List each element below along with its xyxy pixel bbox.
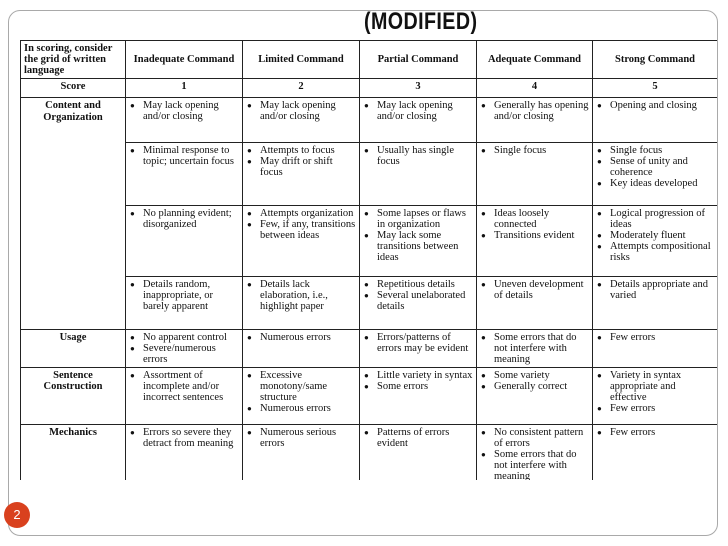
bullet-item: ● Transitions evident bbox=[494, 230, 589, 241]
bullet-list bbox=[246, 427, 356, 449]
score-row bbox=[21, 79, 718, 98]
bullet-list bbox=[363, 370, 473, 392]
bullet-list bbox=[480, 145, 589, 156]
criterion-cell bbox=[360, 425, 477, 481]
score-label: Score bbox=[21, 79, 126, 98]
criterion-cell bbox=[243, 98, 360, 143]
bullet-item: ● Details random, inappropriate, or barely apparent bbox=[143, 279, 239, 312]
bullet-item: ● May lack some transitions between ideas bbox=[377, 230, 473, 263]
bullet-list bbox=[129, 100, 239, 122]
bullet-list bbox=[129, 145, 239, 167]
bullet-item: ● Few errors bbox=[610, 427, 714, 438]
bullet-item: ● Patterns of errors evident bbox=[377, 427, 473, 449]
bullet-list bbox=[480, 332, 589, 365]
criterion-cell bbox=[243, 368, 360, 425]
bullet-item: ● Severe/numerous errors bbox=[143, 343, 239, 365]
criterion-cell bbox=[360, 98, 477, 143]
bullet-list bbox=[480, 208, 589, 241]
criterion-cell bbox=[477, 143, 593, 206]
bullet-item: ● Details lack elaboration, i.e., highlight paper bbox=[260, 279, 356, 312]
criterion-row-mechanics bbox=[21, 425, 718, 481]
criterion-label: Usage bbox=[21, 330, 126, 368]
bullet-list bbox=[596, 279, 714, 301]
criterion-cell bbox=[477, 277, 593, 330]
criterion-cell bbox=[593, 143, 718, 206]
bullet-item: ● May lack opening and/or closing bbox=[377, 100, 473, 122]
criterion-cell bbox=[593, 330, 718, 368]
criterion-cell bbox=[243, 206, 360, 277]
bullet-item: ● Some lapses or flaws in organization bbox=[377, 208, 473, 230]
bullet-item: ● Variety in syntax appropriate and effective bbox=[610, 370, 714, 403]
header-intro: In scoring, consider the grid of written language bbox=[21, 41, 126, 79]
criterion-cell bbox=[126, 143, 243, 206]
bullet-item: ● Single focus bbox=[494, 145, 589, 156]
bullet-item: ● Little variety in syntax bbox=[377, 370, 473, 381]
bullet-item: ● Usually has single focus bbox=[377, 145, 473, 167]
bullet-item: ● Attempts organization bbox=[260, 208, 356, 219]
bullet-list bbox=[246, 370, 356, 414]
bullet-item: ● Some errors that do not interfere with meaning bbox=[494, 449, 589, 480]
criterion-cell bbox=[477, 98, 593, 143]
column-header: Strong Command bbox=[593, 41, 718, 79]
bullet-item: ● Numerous errors bbox=[260, 332, 356, 343]
bullet-list bbox=[129, 208, 239, 230]
criterion-cell bbox=[360, 277, 477, 330]
column-header: Adequate Command bbox=[477, 41, 593, 79]
bullet-list bbox=[596, 332, 714, 343]
bullet-list bbox=[246, 208, 356, 241]
bullet-list bbox=[363, 279, 473, 312]
bullet-list bbox=[480, 427, 589, 480]
bullet-list bbox=[596, 370, 714, 414]
criterion-label: Sentence Construction bbox=[21, 368, 126, 425]
bullet-item: ● Few errors bbox=[610, 403, 714, 414]
content-organization-group bbox=[21, 98, 718, 330]
bullet-list bbox=[480, 370, 589, 392]
header-row bbox=[21, 41, 718, 79]
bullet-list bbox=[246, 332, 356, 343]
bullet-item: ● Some errors bbox=[377, 381, 473, 392]
bullet-item: ● Key ideas developed bbox=[610, 178, 714, 189]
criterion-cell bbox=[126, 368, 243, 425]
bullet-item: ● Excessive monotony/same structure bbox=[260, 370, 356, 403]
criterion-cell bbox=[477, 330, 593, 368]
bullet-item: ● Assortment of incomplete and/or incorrect sentences bbox=[143, 370, 239, 403]
bullet-item: ● May lack opening and/or closing bbox=[260, 100, 356, 122]
criterion-cell bbox=[360, 206, 477, 277]
bullet-item: ● May drift or shift focus bbox=[260, 156, 356, 178]
bullet-item: ● Generally has opening and/or closing bbox=[494, 100, 589, 122]
bullet-item: ● Uneven development of details bbox=[494, 279, 589, 301]
criterion-cell bbox=[243, 425, 360, 481]
criterion-row bbox=[21, 277, 718, 330]
bullet-item: ● Attempts to focus bbox=[260, 145, 356, 156]
bullet-item: ● Errors so severe they detract from meaning bbox=[143, 427, 239, 449]
bullet-item: ● Few errors bbox=[610, 332, 714, 343]
bullet-list bbox=[363, 100, 473, 122]
criterion-label: Content and Organization bbox=[21, 98, 126, 330]
criterion-row-sentence bbox=[21, 368, 718, 425]
bullet-item: ● Logical progression of ideas bbox=[610, 208, 714, 230]
score-value: 3 bbox=[360, 79, 477, 98]
score-value: 2 bbox=[243, 79, 360, 98]
bullet-item: ● May lack opening and/or closing bbox=[143, 100, 239, 122]
score-value: 5 bbox=[593, 79, 718, 98]
bullet-item: ● Minimal response to topic; uncertain focus bbox=[143, 145, 239, 167]
criterion-row bbox=[21, 98, 718, 143]
bullet-item: ● Several unelaborated details bbox=[377, 290, 473, 312]
bullet-item: ● Numerous serious errors bbox=[260, 427, 356, 449]
bullet-item: ● Some variety bbox=[494, 370, 589, 381]
bullet-list bbox=[596, 427, 714, 438]
criterion-cell bbox=[360, 143, 477, 206]
criterion-cell bbox=[477, 368, 593, 425]
bullet-list bbox=[363, 427, 473, 449]
bullet-list bbox=[246, 279, 356, 312]
other-criteria-group bbox=[21, 330, 718, 481]
criterion-row bbox=[21, 143, 718, 206]
bullet-item: ● Ideas loosely connected bbox=[494, 208, 589, 230]
criterion-cell bbox=[126, 98, 243, 143]
criterion-cell bbox=[243, 330, 360, 368]
bullet-item: ● Attempts compositional risks bbox=[610, 241, 714, 263]
bullet-list bbox=[246, 100, 356, 122]
bullet-item: ● Numerous errors bbox=[260, 403, 356, 414]
slide-title: (MODIFIED) bbox=[364, 8, 478, 35]
criterion-cell bbox=[360, 368, 477, 425]
bullet-list bbox=[129, 427, 239, 449]
criterion-cell bbox=[360, 330, 477, 368]
criterion-cell bbox=[126, 425, 243, 481]
criterion-row-usage bbox=[21, 330, 718, 368]
bullet-item: ● No planning evident; disorganized bbox=[143, 208, 239, 230]
criterion-cell bbox=[243, 277, 360, 330]
column-header: Partial Command bbox=[360, 41, 477, 79]
bullet-item: ● No consistent pattern of errors bbox=[494, 427, 589, 449]
bullet-item: ● Sense of unity and coherence bbox=[610, 156, 714, 178]
bullet-item: ● Details appropriate and varied bbox=[610, 279, 714, 301]
bullet-list bbox=[480, 279, 589, 301]
bullet-list bbox=[246, 145, 356, 178]
bullet-item: ● Errors/patterns of errors may be evident bbox=[377, 332, 473, 354]
bullet-item: ● Some errors that do not interfere with meaning bbox=[494, 332, 589, 365]
bullet-item: ● Single focus bbox=[610, 145, 714, 156]
bullet-list bbox=[129, 332, 239, 365]
criterion-cell bbox=[593, 98, 718, 143]
bullet-list bbox=[363, 145, 473, 167]
bullet-list bbox=[596, 208, 714, 263]
criterion-cell bbox=[126, 330, 243, 368]
score-value: 4 bbox=[477, 79, 593, 98]
page-number-badge: 2 bbox=[4, 502, 30, 528]
bullet-item: ● Few, if any, transitions between ideas bbox=[260, 219, 356, 241]
bullet-list bbox=[480, 100, 589, 122]
rubric-sheet bbox=[20, 40, 717, 480]
criterion-cell bbox=[593, 206, 718, 277]
score-value: 1 bbox=[126, 79, 243, 98]
rubric-table bbox=[20, 40, 717, 480]
criterion-cell bbox=[243, 143, 360, 206]
column-header: Inadequate Command bbox=[126, 41, 243, 79]
bullet-list bbox=[363, 332, 473, 354]
criterion-cell bbox=[593, 368, 718, 425]
criterion-row bbox=[21, 206, 718, 277]
criterion-cell bbox=[593, 425, 718, 481]
bullet-item: ● Opening and closing bbox=[610, 100, 714, 111]
bullet-list bbox=[596, 100, 714, 111]
bullet-list bbox=[129, 370, 239, 403]
bullet-item: ● Repetitious details bbox=[377, 279, 473, 290]
criterion-label: Mechanics bbox=[21, 425, 126, 481]
bullet-list bbox=[363, 208, 473, 263]
bullet-item: ● Moderately fluent bbox=[610, 230, 714, 241]
criterion-cell bbox=[593, 277, 718, 330]
bullet-item: ● Generally correct bbox=[494, 381, 589, 392]
column-header: Limited Command bbox=[243, 41, 360, 79]
bullet-list bbox=[596, 145, 714, 189]
criterion-cell bbox=[477, 425, 593, 481]
bullet-item: ● No apparent control bbox=[143, 332, 239, 343]
criterion-cell bbox=[126, 206, 243, 277]
bullet-list bbox=[129, 279, 239, 312]
criterion-cell bbox=[477, 206, 593, 277]
criterion-cell bbox=[126, 277, 243, 330]
